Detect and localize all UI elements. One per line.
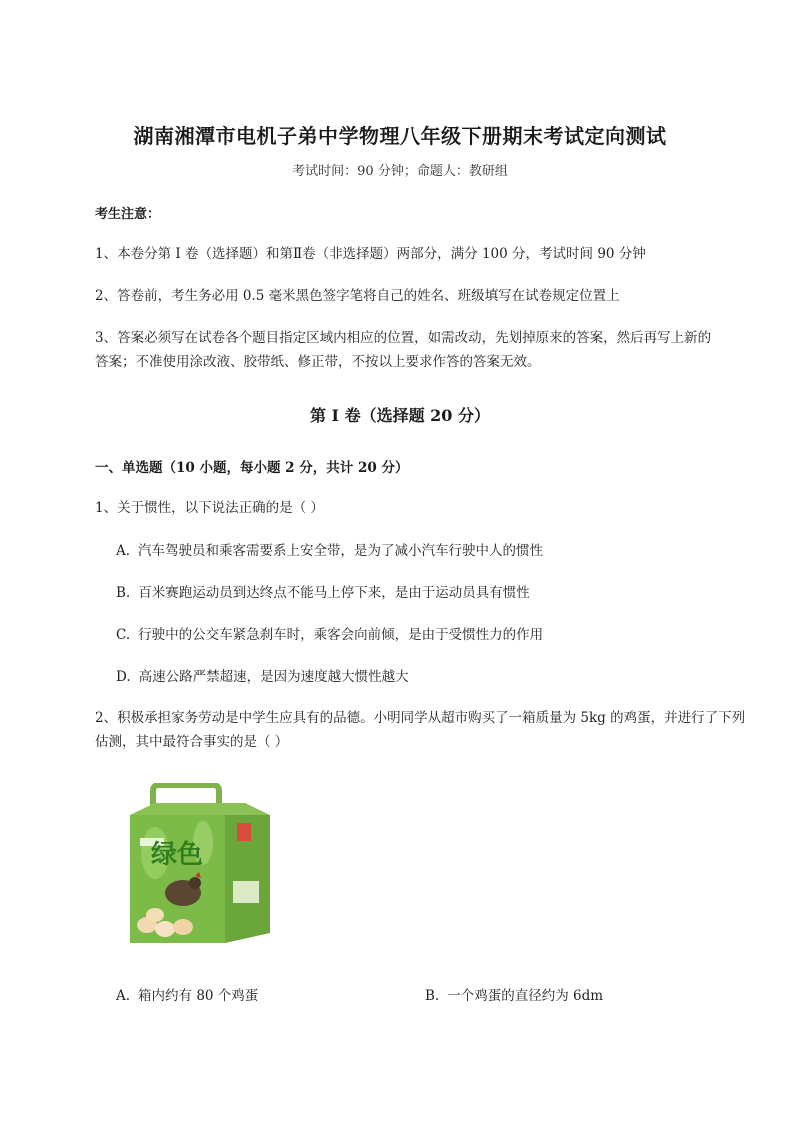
notice-item: 1、本卷分第 I 卷（选择题）和第Ⅱ卷（非选择题）两部分，满分 100 分，考试时间 90 分钟 (95, 246, 646, 262)
option-a (116, 984, 258, 1004)
option-text: 汽车驾驶员和乘客需要系上安全带，是为了减小汽车行驶中人的惯性 (138, 543, 544, 559)
notice-heading: 考生注意： (95, 207, 161, 222)
option-d (116, 665, 409, 685)
box-brand-text: 绿色 (150, 840, 204, 870)
option-letter: B. (116, 585, 131, 601)
option-letter: D. (116, 669, 131, 685)
option-letter: A. (116, 543, 131, 559)
option-text: 高速公路严禁超速，是因为速度越大惯性越大 (138, 669, 409, 685)
section-title: 第 I 卷（选择题 20 分） (309, 406, 491, 425)
option-b (425, 984, 603, 1004)
option-text: 行驶中的公交车紧急刹车时，乘客会向前倾，是由于受惯性力的作用 (138, 627, 544, 643)
option-letter: B. (425, 988, 440, 1004)
question-stem: 1、关于惯性，以下说法正确的是（ ） (95, 500, 324, 516)
option-letter: C. (116, 627, 131, 643)
option-text: 箱内约有 80 个鸡蛋 (138, 988, 259, 1004)
notice-item: 2、答卷前，考生务必用 0.5 毫米黑色签字笔将自己的姓名、班级填写在试卷规定位置上 (95, 288, 620, 304)
question-group-heading: 一、单选题（10 小题，每小题 2 分，共计 20 分） (95, 460, 409, 476)
exam-info: 考试时间：90 分钟；命题人：教研组 (292, 164, 508, 179)
notice-item: 3、答案必须写在试卷各个题目指定区域内相应的位置，如需改动，先划掉原来的答案，然后再写上新的答案；不准使用涂改液、胶带纸、修正带，不按以上要求作答的答案无效。 (95, 330, 712, 370)
option-letter: A. (116, 988, 131, 1004)
option-text: 百米赛跑运动员到达终点不能马上停下来，是由于运动员具有惯性 (138, 585, 530, 601)
page-title: 湖南湘潭市电机子弟中学物理八年级下册期末考试定向测试 (133, 124, 667, 148)
egg-box-image (125, 783, 275, 948)
option-a (116, 539, 543, 559)
question-stem: 2、积极承担家务劳动是中学生应具有的品德。小明同学从超市购买了一箱质量为 5kg 的鸡蛋，并进行了下列估测，其中最符合事实的是（ ） (95, 710, 746, 750)
option-text: 一个鸡蛋的直径约为 6dm (447, 988, 604, 1004)
option-c (116, 623, 543, 643)
option-b (116, 581, 530, 601)
